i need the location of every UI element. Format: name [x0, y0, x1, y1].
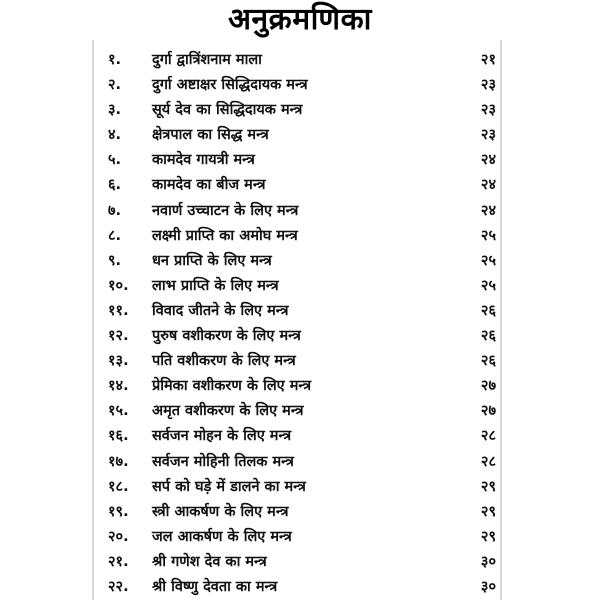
- toc-entry-number: ५.: [108, 152, 122, 169]
- toc-entry: [0, 349, 600, 374]
- toc-entry-page-number: २६: [480, 302, 496, 319]
- toc-entry-number: १३.: [108, 353, 129, 370]
- toc-entry-title: क्षेत्रपाल का सिद्ध मन्त्र: [152, 127, 269, 144]
- toc-entry-title: प्रेमिका वशीकरण के लिए मन्त्र: [152, 378, 312, 395]
- toc-entry-page-number: २४: [480, 202, 496, 219]
- toc-entry-title: सर्वजन मोहिनी तिलक मन्त्र: [152, 453, 294, 470]
- toc-entry-title: नवार्ण उच्चाटन के लिए मन्त्र: [152, 202, 299, 219]
- toc-entry-page-number: ३०: [480, 578, 496, 595]
- toc-entry-number: १५.: [108, 403, 129, 420]
- toc-entry: [0, 525, 600, 550]
- toc-entry: [0, 224, 600, 249]
- toc-entry-title: पुरुष वशीकरण के लिए मन्त्र: [152, 328, 301, 345]
- toc-entry-title: दुर्गा द्वात्रिंशनाम माला: [152, 52, 262, 68]
- toc-entry-title: जल आकर्षण के लिए मन्त्र: [152, 528, 292, 545]
- toc-entry-number: २०.: [108, 528, 129, 545]
- toc-entry: [0, 399, 600, 424]
- toc-entry-number: १७.: [108, 453, 129, 470]
- toc-entry: [0, 299, 600, 324]
- toc-entry: [0, 123, 600, 148]
- toc-entry: [0, 450, 600, 475]
- toc-entry-number: १६.: [108, 428, 129, 445]
- toc-entry-number: १.: [108, 52, 122, 68]
- toc-entry-page-number: २९: [480, 478, 496, 495]
- toc-entry-page-number: २८: [480, 453, 496, 470]
- toc-entry-number: २२.: [108, 578, 129, 595]
- toc-entry-title: सर्वजन मोहन के लिए मन्त्र: [152, 428, 292, 445]
- toc-entry: [0, 199, 600, 224]
- toc-entry-page-number: २९: [480, 503, 496, 520]
- toc-entry: [0, 374, 600, 399]
- toc-entry-page-number: २३: [480, 102, 496, 119]
- toc-entry-page-number: ३०: [480, 553, 496, 570]
- toc-entry-page-number: २५: [480, 227, 496, 244]
- toc-entry-number: ३.: [108, 102, 122, 119]
- toc-entry-number: ७.: [108, 202, 122, 219]
- page-title: अनुक्रमणिका: [228, 2, 372, 37]
- toc-entry-number: ११.: [108, 302, 129, 319]
- toc-entry-page-number: २६: [480, 328, 496, 345]
- toc-entry-title: पति वशीकरण के लिए मन्त्र: [152, 353, 296, 370]
- toc-entry-title: स्त्री आकर्षण के लिए मन्त्र: [152, 503, 289, 520]
- toc-entry: [0, 148, 600, 173]
- toc-entry-number: २.: [108, 77, 122, 94]
- toc-entry-title: लाभ प्राप्ति के लिए मन्त्र: [152, 277, 279, 294]
- toc-entry-number: १८.: [108, 478, 129, 495]
- toc-entry-number: ८.: [108, 227, 122, 244]
- toc-entry-number: १९.: [108, 503, 129, 520]
- toc-entry: [0, 550, 600, 575]
- toc-entry-title: कामदेव का बीज मन्त्र: [152, 177, 266, 194]
- table-of-contents: [0, 48, 600, 600]
- toc-entry: [0, 274, 600, 299]
- toc-entry: [0, 500, 600, 525]
- toc-entry-number: २१.: [108, 553, 129, 570]
- toc-entry-page-number: २४: [480, 152, 496, 169]
- toc-entry: [0, 424, 600, 449]
- toc-entry-page-number: २४: [480, 177, 496, 194]
- toc-entry-page-number: २६: [480, 353, 496, 370]
- toc-entry-page-number: २७: [480, 403, 496, 420]
- toc-entry-number: १२.: [108, 328, 129, 345]
- toc-entry-number: १०.: [108, 277, 129, 294]
- toc-entry: [0, 173, 600, 198]
- toc-entry-number: ६.: [108, 177, 122, 194]
- toc-entry-page-number: २३: [480, 127, 496, 144]
- toc-entry: [0, 324, 600, 349]
- toc-entry: [0, 575, 600, 600]
- toc-entry-page-number: २७: [480, 378, 496, 395]
- toc-entry-title: श्री गणेश देव का मन्त्र: [152, 553, 267, 570]
- toc-entry-title: दुर्गा अष्टाक्षर सिद्धिदायक मन्त्र: [152, 77, 308, 94]
- toc-entry-title: अमृत वशीकरण के लिए मन्त्र: [152, 403, 304, 420]
- toc-entry: [0, 249, 600, 274]
- toc-entry-page-number: २९: [480, 528, 496, 545]
- toc-entry: [0, 48, 600, 73]
- toc-entry-number: १४.: [108, 378, 129, 395]
- toc-entry-number: ४.: [108, 127, 122, 144]
- toc-entry-title: सर्प को घड़े में डालने का मन्त्र: [152, 478, 306, 495]
- toc-entry-number: ९.: [108, 252, 122, 269]
- toc-entry-page-number: २३: [480, 77, 496, 94]
- toc-entry-page-number: २१: [480, 52, 496, 68]
- toc-entry-title: सूर्य देव का सिद्धिदायक मन्त्र: [152, 102, 303, 119]
- toc-entry-title: विवाद जीतने के लिए मन्त्र: [152, 302, 289, 319]
- toc-entry-title: धन प्राप्ति के लिए मन्त्र: [152, 252, 272, 269]
- toc-entry-title: श्री विष्णु देवता का मन्त्र: [152, 578, 278, 595]
- toc-entry-title: लक्ष्मी प्राप्ति का अमोघ मन्त्र: [152, 227, 298, 244]
- toc-entry: [0, 475, 600, 500]
- toc-entry-page-number: २५: [480, 277, 496, 294]
- toc-entry: [0, 73, 600, 98]
- toc-entry-title: कामदेव गायत्री मन्त्र: [152, 152, 255, 169]
- toc-entry-page-number: २५: [480, 252, 496, 269]
- toc-entry-page-number: २८: [480, 428, 496, 445]
- toc-entry: [0, 98, 600, 123]
